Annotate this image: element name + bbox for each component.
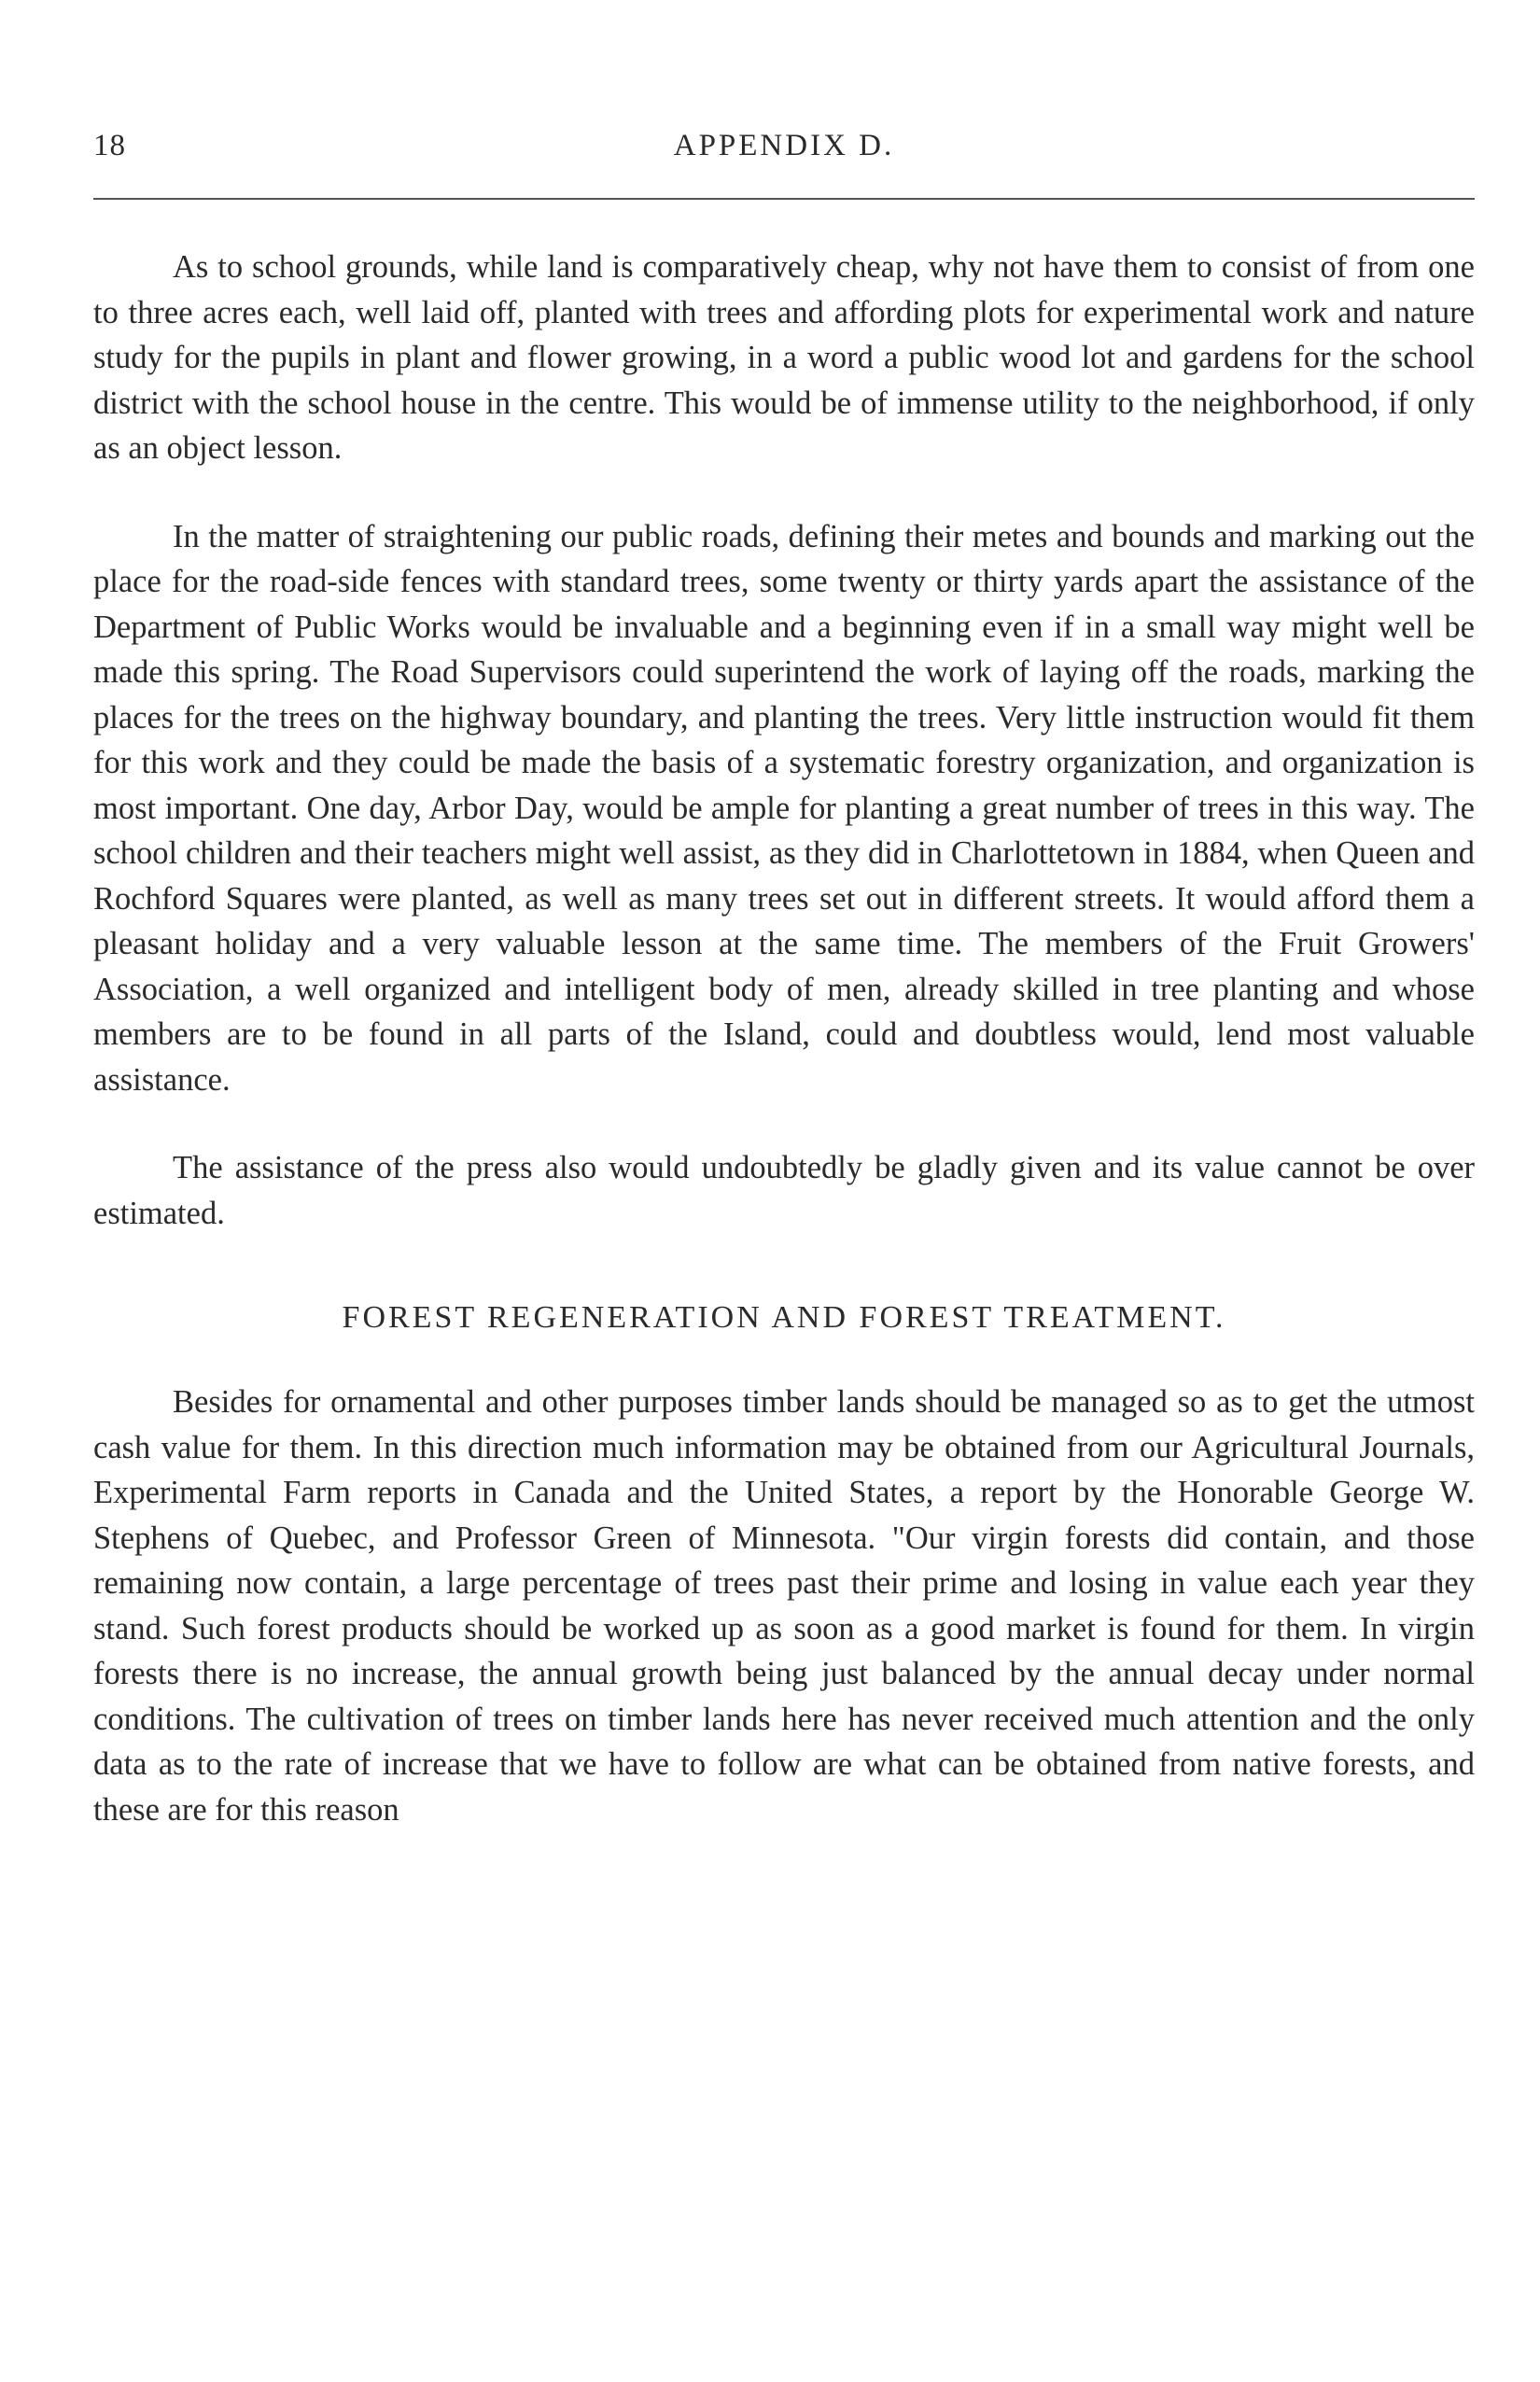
paragraph-school-grounds: As to school grounds, while land is comparatively cheap, why not have them to consist of from one to three acres each, well laid off, planted with trees and affording plots for experimental work and nature study for the pupils in plant and flower growing, in a word a public wood lot and gardens for the school district with the school house in the centre. This would be of immense utility to the neighborhood, if only as an object lesson.	[93, 249, 1475, 466]
body-text	[93, 245, 1475, 1832]
page-number: 18	[93, 129, 126, 162]
section-heading: FOREST REGENERATION AND FOREST TREATMENT.	[342, 1300, 1226, 1335]
running-head: APPENDIX D.	[673, 129, 895, 162]
paragraph-forest-treatment: Besides for ornamental and other purposes timber lands should be managed so as to get the utmost cash value for them. In this direction much information may be obtained from our Agricultural Journals, Experimental Farm reports in Canada and the United States, a report by the Honorable George W. Stephens of Quebec, and Professor Green of Minnesota. "Our virgin forests did contain, and those remaining now contain, a large percentage of trees past their prime and losing in value each year they stand. Such forest products should be worked up as soon as a good market is found for them. In virgin forests there is no increase, the annual growth being just balanced by the annual decay under normal conditions. The cultivation of trees on timber lands here has never received much attention and the only data as to the rate of increase that we have to follow are what can be obtained from native forests, and these are for this reason	[93, 1384, 1475, 1828]
header-rule	[93, 198, 1475, 200]
paragraph-public-roads: In the matter of straightening our public roads, defining their metes and bounds and marking out the place for the road-side fences with standard trees, some twenty or thirty yards apart the assistance of the Department of Public Works would be invaluable and a beginning even if in a small way might well be made this spring. The Road Supervisors could superintend the work of laying off the roads, marking the places for the trees on the highway boundary, and planting the trees. Very little instruction would fit them for this work and they could be made the basis of a systematic forestry organization, and organization is most important. One day, Arbor Day, would be ample for planting a great number of trees in this way. The school children and their teachers might well assist, as they did in Charlottetown in 1884, when Queen and Rochford Squares were planted, as well as many trees set out in different streets. It would afford them a pleasant holiday and a very valuable lesson at the same time. The members of the Fruit Growers' Association, a well organized and intelligent body of men, already skilled in tree planting and whose members are to be found in all parts of the Island, could and doubtless would, lend most valuable assistance.	[93, 518, 1475, 1098]
document-page	[93, 0, 1475, 2382]
page-header	[93, 129, 1475, 175]
paragraph-press: The assistance of the press also would undoubtedly be gladly given and its value cannot be over estimated.	[93, 1150, 1475, 1231]
